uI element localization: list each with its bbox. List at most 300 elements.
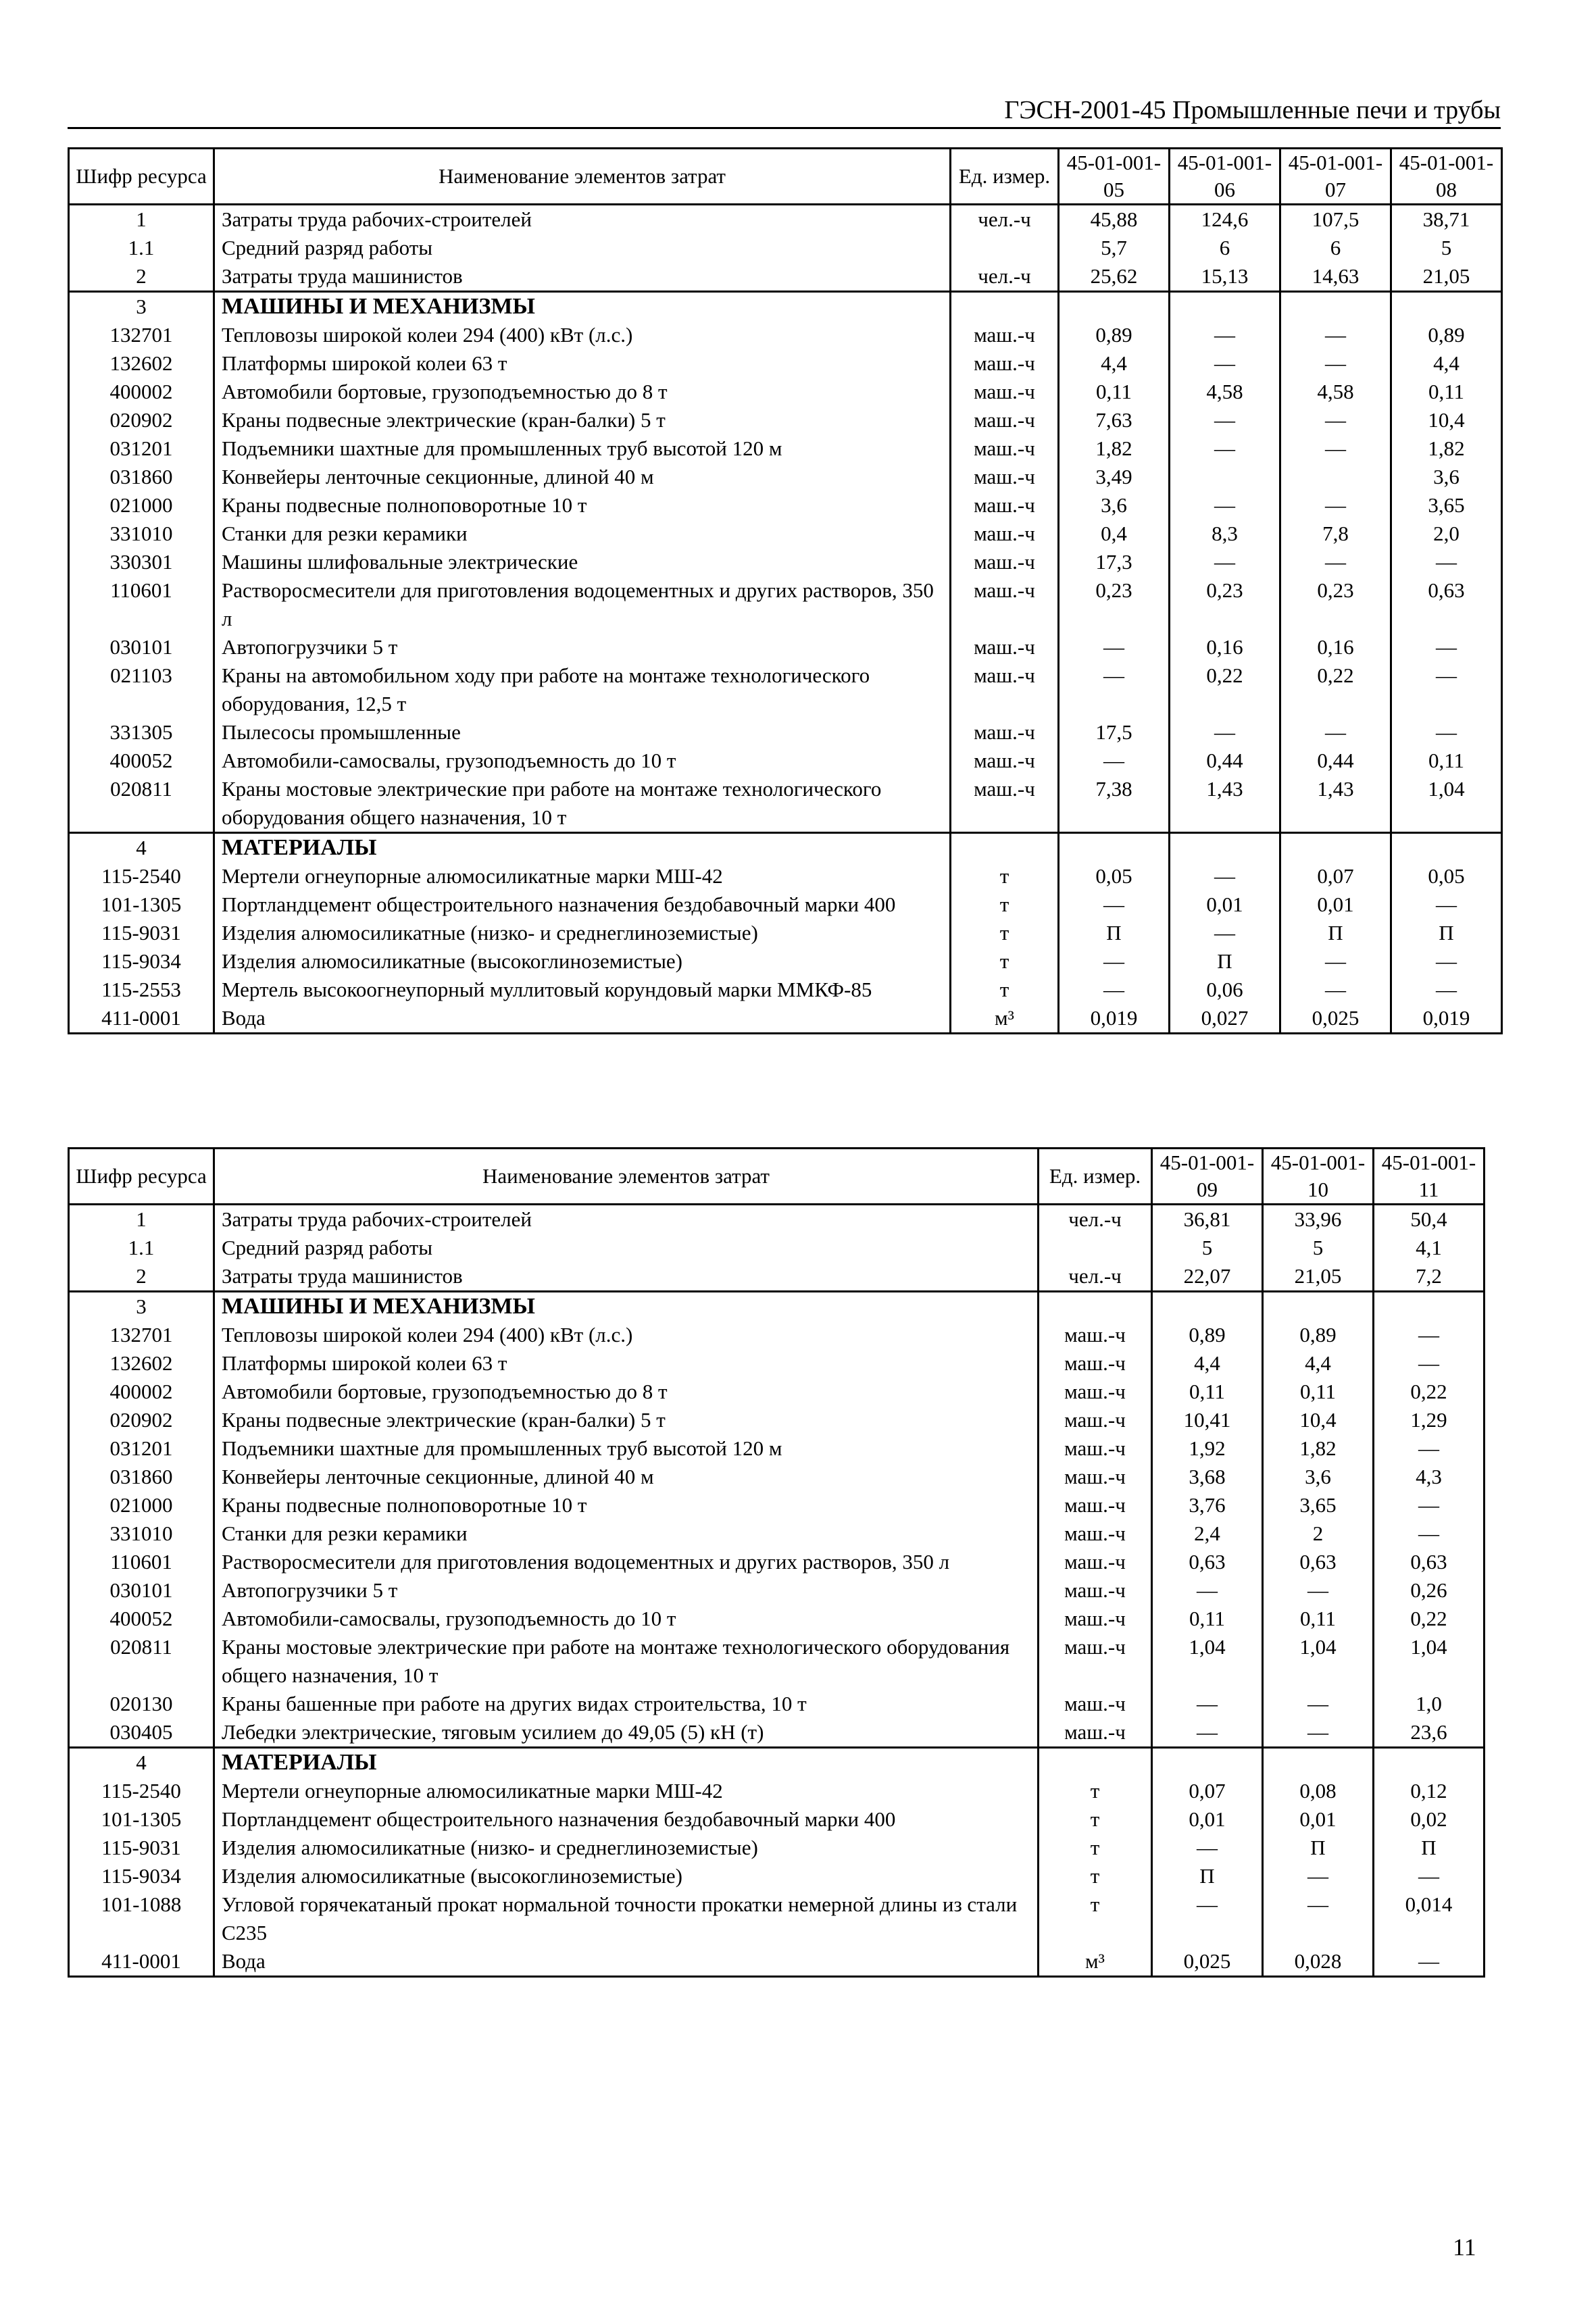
resource-code-cell: 400002	[69, 378, 214, 406]
unit-cell	[1039, 1292, 1152, 1322]
resource-code-cell: 411-0001	[69, 1004, 214, 1034]
value-cell: —	[1170, 406, 1280, 434]
value-cell: П	[1170, 947, 1280, 976]
table-row	[69, 1947, 1485, 1977]
resource-name-cell: Портландцемент общестроительного назначения бездобавочный марки 400	[214, 890, 951, 919]
value-cell: 8,3	[1170, 520, 1280, 548]
value-cell: 3,68	[1152, 1463, 1263, 1491]
value-cell: 0,027	[1170, 1004, 1280, 1034]
unit-cell: маш.-ч	[1039, 1519, 1152, 1548]
value-cell: 1,82	[1263, 1434, 1374, 1463]
value-cell	[1059, 833, 1170, 863]
value-cell: 10,41	[1152, 1406, 1263, 1434]
value-cell: 0,63	[1374, 1548, 1485, 1576]
unit-cell: маш.-ч	[951, 434, 1059, 463]
table-row	[69, 1406, 1485, 1434]
value-cell: 0,22	[1374, 1378, 1485, 1406]
table-row	[69, 1463, 1485, 1491]
value-cell: 0,11	[1263, 1605, 1374, 1633]
value-cell: 22,07	[1152, 1262, 1263, 1292]
value-cell: 15,13	[1170, 262, 1280, 292]
table-row	[69, 747, 1502, 775]
resource-code-cell: 115-9034	[69, 1862, 214, 1890]
value-cell: —	[1170, 862, 1280, 890]
resource-code-cell: 411-0001	[69, 1947, 214, 1977]
value-cell: —	[1391, 633, 1502, 661]
table-row	[69, 1605, 1485, 1633]
value-cell: —	[1170, 434, 1280, 463]
value-cell: 4,4	[1391, 349, 1502, 378]
value-cell	[1391, 292, 1502, 322]
unit-cell: чел.-ч	[1039, 1205, 1152, 1234]
value-cell: П	[1059, 919, 1170, 947]
value-cell: 0,01	[1280, 890, 1391, 919]
value-cell: —	[1170, 349, 1280, 378]
resource-code-cell: 331010	[69, 1519, 214, 1548]
value-cell	[1374, 1748, 1485, 1778]
resource-code-cell: 132602	[69, 349, 214, 378]
value-cell: 0,01	[1152, 1805, 1263, 1834]
resource-code-cell: 2	[69, 1262, 214, 1292]
resource-name-cell: Растворосмесители для приготовления водоцементных и других растворов, 350 л	[214, 576, 951, 633]
value-cell: —	[1391, 661, 1502, 718]
value-cell: 7,38	[1059, 775, 1170, 833]
table-row	[69, 1378, 1485, 1406]
value-cell: 0,16	[1280, 633, 1391, 661]
value-cell: 0,01	[1263, 1805, 1374, 1834]
value-cell: —	[1152, 1690, 1263, 1718]
value-cell: 0,02	[1374, 1805, 1485, 1834]
table-row	[69, 1777, 1485, 1805]
resource-code-cell: 400052	[69, 747, 214, 775]
value-cell: —	[1059, 976, 1170, 1004]
resource-code-cell: 115-9034	[69, 947, 214, 976]
resource-code-cell: 101-1305	[69, 890, 214, 919]
unit-cell: маш.-ч	[1039, 1548, 1152, 1576]
table-row	[69, 1349, 1485, 1378]
value-cell: 2,0	[1391, 520, 1502, 548]
resource-name-cell: Автомобили-самосвалы, грузоподъемность до 10 т	[214, 1605, 1039, 1633]
value-cell	[1152, 1292, 1263, 1322]
value-cell: 7,2	[1374, 1262, 1485, 1292]
resource-name-cell: Станки для резки керамики	[214, 1519, 1039, 1548]
value-cell	[1170, 833, 1280, 863]
value-cell: 1,0	[1374, 1690, 1485, 1718]
value-cell: 0,23	[1059, 576, 1170, 633]
unit-cell: маш.-ч	[1039, 1406, 1152, 1434]
value-cell: —	[1170, 321, 1280, 349]
value-cell: —	[1374, 1349, 1485, 1378]
table-row	[69, 1633, 1485, 1690]
resource-code-cell: 132701	[69, 1321, 214, 1349]
value-cell: 1,29	[1374, 1406, 1485, 1434]
value-cell: 0,06	[1170, 976, 1280, 1004]
resource-name-cell: Конвейеры ленточные секционные, длиной 40 м	[214, 463, 951, 491]
value-cell: —	[1374, 1947, 1485, 1977]
value-cell: 0,4	[1059, 520, 1170, 548]
value-cell: 5,7	[1059, 234, 1170, 262]
value-cell: 4,1	[1374, 1234, 1485, 1262]
resource-code-cell: 3	[69, 292, 214, 322]
resource-code-cell: 110601	[69, 576, 214, 633]
value-cell: 0,014	[1374, 1890, 1485, 1947]
header-column: 45-01-001-06	[1170, 149, 1280, 205]
value-cell	[1152, 1748, 1263, 1778]
value-cell: 0,11	[1391, 378, 1502, 406]
value-cell: 0,23	[1280, 576, 1391, 633]
section-row	[69, 833, 1502, 863]
header-name: Наименование элементов затрат	[214, 149, 951, 205]
resource-name-cell: Краны подвесные электрические (кран-балки) 5 т	[214, 406, 951, 434]
value-cell: 3,65	[1263, 1491, 1374, 1519]
unit-cell: маш.-ч	[1039, 1605, 1152, 1633]
value-cell: —	[1391, 718, 1502, 747]
value-cell: 21,05	[1263, 1262, 1374, 1292]
resource-code-cell: 3	[69, 1292, 214, 1322]
resource-table-1	[68, 147, 1503, 1034]
value-cell: 3,65	[1391, 491, 1502, 520]
value-cell: 0,22	[1374, 1605, 1485, 1633]
value-cell: —	[1059, 661, 1170, 718]
value-cell	[1263, 1748, 1374, 1778]
value-cell: 4,4	[1059, 349, 1170, 378]
unit-cell: маш.-ч	[951, 747, 1059, 775]
table-row	[69, 463, 1502, 491]
value-cell: 10,4	[1263, 1406, 1374, 1434]
value-cell: —	[1152, 1576, 1263, 1605]
value-cell: —	[1280, 406, 1391, 434]
value-cell: 1,43	[1280, 775, 1391, 833]
unit-cell: маш.-ч	[1039, 1349, 1152, 1378]
value-cell: 5	[1152, 1234, 1263, 1262]
resource-name-cell: Лебедки электрические, тяговым усилием до 49,05 (5) кН (т)	[214, 1718, 1039, 1748]
resource-name-cell: Средний разряд работы	[214, 234, 951, 262]
resource-code-cell: 115-2540	[69, 1777, 214, 1805]
unit-cell: т	[951, 976, 1059, 1004]
unit-cell: маш.-ч	[1039, 1378, 1152, 1406]
resource-name-cell: Конвейеры ленточные секционные, длиной 40 м	[214, 1463, 1039, 1491]
table-row	[69, 919, 1502, 947]
value-cell: —	[1170, 919, 1280, 947]
value-cell: 1,82	[1059, 434, 1170, 463]
resource-code-cell: 1	[69, 205, 214, 234]
table-row	[69, 576, 1502, 633]
resource-name-cell: Краны подвесные электрические (кран-балки) 5 т	[214, 1406, 1039, 1434]
table-row	[69, 491, 1502, 520]
resource-name-cell: Затраты труда рабочих-строителей	[214, 1205, 1039, 1234]
resource-code-cell: 020130	[69, 1690, 214, 1718]
unit-cell: маш.-ч	[951, 520, 1059, 548]
resource-code-cell: 400052	[69, 1605, 214, 1633]
value-cell: 38,71	[1391, 205, 1502, 234]
resource-code-cell: 030405	[69, 1718, 214, 1748]
value-cell: 23,6	[1374, 1718, 1485, 1748]
value-cell: П	[1391, 919, 1502, 947]
resource-code-cell: 030101	[69, 1576, 214, 1605]
value-cell: 6	[1170, 234, 1280, 262]
unit-cell: маш.-ч	[1039, 1434, 1152, 1463]
table-row	[69, 434, 1502, 463]
table-row	[69, 406, 1502, 434]
value-cell: 7,8	[1280, 520, 1391, 548]
value-cell: 1,92	[1152, 1434, 1263, 1463]
table-row	[69, 321, 1502, 349]
table-row	[69, 976, 1502, 1004]
resource-table-2	[68, 1147, 1485, 1978]
header-code: Шифр ресурса	[69, 149, 214, 205]
resource-name-cell: Портландцемент общестроительного назначения бездобавочный марки 400	[214, 1805, 1039, 1834]
value-cell: 0,05	[1059, 862, 1170, 890]
unit-cell: т	[1039, 1834, 1152, 1862]
value-cell: —	[1374, 1491, 1485, 1519]
value-cell: —	[1059, 747, 1170, 775]
resource-code-cell: 1.1	[69, 1234, 214, 1262]
value-cell: 0,11	[1263, 1378, 1374, 1406]
value-cell	[1170, 463, 1280, 491]
value-cell: —	[1280, 718, 1391, 747]
value-cell: 0,07	[1152, 1777, 1263, 1805]
value-cell: —	[1059, 890, 1170, 919]
unit-cell: маш.-ч	[1039, 1576, 1152, 1605]
resource-code-cell: 4	[69, 833, 214, 863]
resource-code-cell: 4	[69, 1748, 214, 1778]
value-cell: 0,07	[1280, 862, 1391, 890]
table-body-2	[69, 1205, 1485, 1977]
table-row	[69, 947, 1502, 976]
value-cell: 0,89	[1059, 321, 1170, 349]
unit-cell: маш.-ч	[951, 349, 1059, 378]
header-name: Наименование элементов затрат	[214, 1149, 1039, 1205]
unit-cell: маш.-ч	[951, 775, 1059, 833]
value-cell: —	[1391, 976, 1502, 1004]
value-cell: —	[1280, 349, 1391, 378]
resource-name-cell: Краны мостовые электрические при работе на монтаже технологического оборудования общего назначения, 10 т	[214, 775, 951, 833]
value-cell: 1,04	[1152, 1633, 1263, 1690]
value-cell: П	[1263, 1834, 1374, 1862]
value-cell: 0,89	[1152, 1321, 1263, 1349]
value-cell: 0,22	[1280, 661, 1391, 718]
value-cell: 0,11	[1059, 378, 1170, 406]
value-cell: 0,019	[1059, 1004, 1170, 1034]
value-cell: —	[1152, 1834, 1263, 1862]
table-header-row	[69, 1149, 1485, 1205]
value-cell: 3,49	[1059, 463, 1170, 491]
value-cell: —	[1152, 1890, 1263, 1947]
table-row	[69, 520, 1502, 548]
resource-name-cell: Краны подвесные полноповоротные 10 т	[214, 1491, 1039, 1519]
value-cell: 1,04	[1391, 775, 1502, 833]
resource-name-cell: Вода	[214, 1947, 1039, 1977]
resource-code-cell: 021000	[69, 1491, 214, 1519]
value-cell	[1280, 833, 1391, 863]
resource-code-cell: 021103	[69, 661, 214, 718]
resource-code-cell: 331305	[69, 718, 214, 747]
table-row	[69, 1690, 1485, 1718]
value-cell: 0,019	[1391, 1004, 1502, 1034]
table-row	[69, 1548, 1485, 1576]
value-cell: 1,82	[1391, 434, 1502, 463]
resource-code-cell: 330301	[69, 548, 214, 576]
value-cell	[1170, 292, 1280, 322]
resource-code-cell: 331010	[69, 520, 214, 548]
value-cell: —	[1280, 548, 1391, 576]
value-cell: 3,6	[1391, 463, 1502, 491]
resource-name-cell: Краны башенные при работе на других видах строительства, 10 т	[214, 1690, 1039, 1718]
resource-code-cell: 031860	[69, 463, 214, 491]
value-cell: П	[1280, 919, 1391, 947]
unit-cell: маш.-ч	[951, 321, 1059, 349]
resource-code-cell: 031201	[69, 1434, 214, 1463]
table-row	[69, 349, 1502, 378]
unit-cell: маш.-ч	[1039, 1718, 1152, 1748]
table-row	[69, 378, 1502, 406]
resource-name-cell: Автопогрузчики 5 т	[214, 1576, 1039, 1605]
resource-code-cell: 020902	[69, 1406, 214, 1434]
resource-code-cell: 030101	[69, 633, 214, 661]
value-cell: 0,16	[1170, 633, 1280, 661]
unit-cell: маш.-ч	[951, 718, 1059, 747]
resource-name-cell: Краны подвесные полноповоротные 10 т	[214, 491, 951, 520]
unit-cell	[951, 234, 1059, 262]
value-cell: 0,12	[1374, 1777, 1485, 1805]
resource-name-cell: Изделия алюмосиликатные (высокоглиноземистые)	[214, 1862, 1039, 1890]
value-cell: 25,62	[1059, 262, 1170, 292]
resource-name-cell: Изделия алюмосиликатные (низко- и среднеглиноземистые)	[214, 919, 951, 947]
value-cell: 0,08	[1263, 1777, 1374, 1805]
value-cell: 3,6	[1059, 491, 1170, 520]
value-cell: —	[1152, 1718, 1263, 1748]
resource-name-cell: Подъемники шахтные для промышленных труб высотой 120 м	[214, 434, 951, 463]
value-cell: —	[1263, 1690, 1374, 1718]
resource-code-cell: 110601	[69, 1548, 214, 1576]
value-cell: —	[1391, 947, 1502, 976]
value-cell: —	[1059, 947, 1170, 976]
value-cell	[1263, 1292, 1374, 1322]
value-cell: 0,63	[1391, 576, 1502, 633]
value-cell: 0,44	[1280, 747, 1391, 775]
value-cell: —	[1374, 1519, 1485, 1548]
resource-code-cell: 020811	[69, 775, 214, 833]
unit-cell: т	[1039, 1862, 1152, 1890]
value-cell: —	[1280, 947, 1391, 976]
unit-cell: маш.-ч	[951, 378, 1059, 406]
unit-cell: маш.-ч	[951, 633, 1059, 661]
resource-name-cell: МАТЕРИАЛЫ	[214, 833, 951, 863]
resource-code-cell: 115-2540	[69, 862, 214, 890]
unit-cell: маш.-ч	[1039, 1690, 1152, 1718]
value-cell: —	[1374, 1862, 1485, 1890]
value-cell: 17,5	[1059, 718, 1170, 747]
resource-code-cell: 031201	[69, 434, 214, 463]
unit-cell: м³	[951, 1004, 1059, 1034]
value-cell: 107,5	[1280, 205, 1391, 234]
table-row	[69, 548, 1502, 576]
header-unit: Ед. измер.	[951, 149, 1059, 205]
unit-cell: м³	[1039, 1947, 1152, 1977]
value-cell: 0,11	[1152, 1605, 1263, 1633]
value-cell: —	[1280, 321, 1391, 349]
table-row	[69, 1718, 1485, 1748]
resource-name-cell: Краны на автомобильном ходу при работе на монтаже технологического оборудования, 12,5 т	[214, 661, 951, 718]
unit-cell: маш.-ч	[951, 406, 1059, 434]
value-cell	[1280, 463, 1391, 491]
resource-code-cell: 132701	[69, 321, 214, 349]
value-cell: 17,3	[1059, 548, 1170, 576]
value-cell: —	[1263, 1718, 1374, 1748]
table-row	[69, 1262, 1485, 1292]
value-cell: —	[1391, 548, 1502, 576]
value-cell: —	[1374, 1434, 1485, 1463]
unit-cell: маш.-ч	[951, 661, 1059, 718]
resource-code-cell: 020811	[69, 1633, 214, 1690]
value-cell: 4,4	[1152, 1349, 1263, 1378]
page-header	[68, 93, 1501, 129]
table-header-row	[69, 149, 1502, 205]
value-cell: 0,11	[1152, 1378, 1263, 1406]
resource-name-cell: Средний разряд работы	[214, 1234, 1039, 1262]
value-cell: 0,63	[1152, 1548, 1263, 1576]
table-row	[69, 1805, 1485, 1834]
document-title: ГЭСН-2001-45 Промышленные печи и трубы	[1004, 96, 1501, 124]
table-row	[69, 1576, 1485, 1605]
value-cell: 7,63	[1059, 406, 1170, 434]
resource-name-cell: Изделия алюмосиликатные (высокоглиноземистые)	[214, 947, 951, 976]
table-row	[69, 1862, 1485, 1890]
resource-code-cell: 1	[69, 1205, 214, 1234]
header-column: 45-01-001-09	[1152, 1149, 1263, 1205]
table-row	[69, 205, 1502, 234]
value-cell: 45,88	[1059, 205, 1170, 234]
value-cell: 5	[1391, 234, 1502, 262]
table-row	[69, 633, 1502, 661]
table-row	[69, 1234, 1485, 1262]
header-column: 45-01-001-07	[1280, 149, 1391, 205]
unit-cell: т	[951, 862, 1059, 890]
value-cell: —	[1280, 491, 1391, 520]
value-cell: —	[1280, 434, 1391, 463]
section-row	[69, 1292, 1485, 1322]
value-cell: —	[1263, 1890, 1374, 1947]
header-column: 45-01-001-11	[1374, 1149, 1485, 1205]
header-column: 45-01-001-10	[1263, 1149, 1374, 1205]
unit-cell: чел.-ч	[951, 205, 1059, 234]
value-cell: П	[1374, 1834, 1485, 1862]
unit-cell	[951, 833, 1059, 863]
value-cell: 4,58	[1170, 378, 1280, 406]
value-cell: 1,04	[1374, 1633, 1485, 1690]
value-cell: 0,44	[1170, 747, 1280, 775]
value-cell: 0,22	[1170, 661, 1280, 718]
resource-name-cell: Тепловозы широкой колеи 294 (400) кВт (л.с.)	[214, 1321, 1039, 1349]
table-row	[69, 718, 1502, 747]
table-row	[69, 262, 1502, 292]
resource-name-cell: Автомобили бортовые, грузоподъемностью до 8 т	[214, 378, 951, 406]
unit-cell: т	[951, 919, 1059, 947]
resource-code-cell: 031860	[69, 1463, 214, 1491]
section-row	[69, 1748, 1485, 1778]
value-cell: 0,89	[1391, 321, 1502, 349]
resource-name-cell: Мертель высокоогнеупорный муллитовый корундовый марки ММКФ-85	[214, 976, 951, 1004]
value-cell: 36,81	[1152, 1205, 1263, 1234]
unit-cell: маш.-ч	[951, 576, 1059, 633]
unit-cell: т	[1039, 1777, 1152, 1805]
value-cell: 0,26	[1374, 1576, 1485, 1605]
resource-name-cell: Затраты труда рабочих-строителей	[214, 205, 951, 234]
table-row	[69, 1834, 1485, 1862]
value-cell: 1,43	[1170, 775, 1280, 833]
resource-name-cell: Автомобили бортовые, грузоподъемностью до 8 т	[214, 1378, 1039, 1406]
value-cell: 0,01	[1170, 890, 1280, 919]
